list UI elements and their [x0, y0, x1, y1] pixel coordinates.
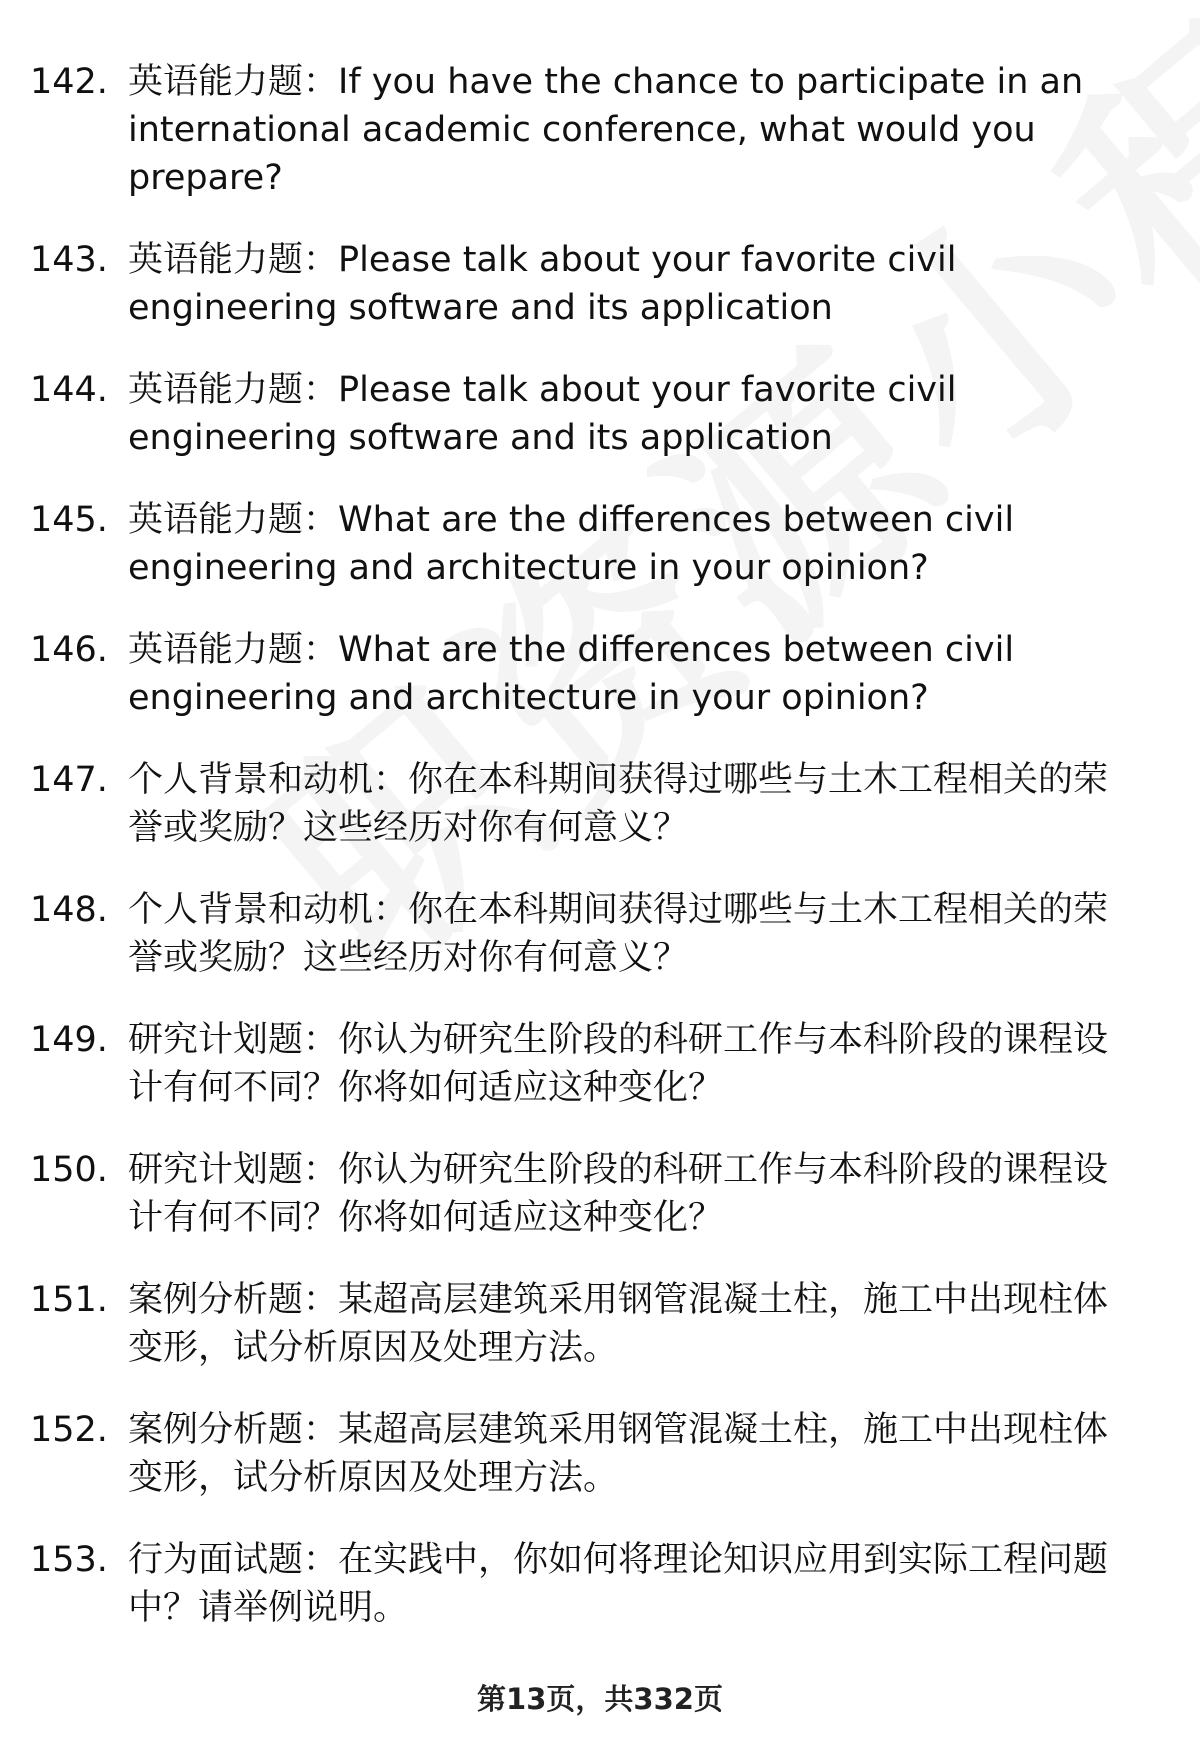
question-text: 案例分析题：某超高层建筑采用钢管混凝土柱，施工中出现柱体变形，试分析原因及处理方法。	[128, 1280, 1109, 1368]
list-item	[30, 626, 1140, 722]
list-item	[30, 756, 1140, 852]
question-number: 152.	[30, 1410, 108, 1450]
list-item	[30, 366, 1140, 462]
list-item	[30, 236, 1140, 332]
question-text: 案例分析题：某超高层建筑采用钢管混凝土柱，施工中出现柱体变形，试分析原因及处理方法。	[128, 1410, 1109, 1498]
question-number: 143.	[30, 240, 108, 280]
question-list	[30, 58, 1140, 1632]
question-number: 150.	[30, 1150, 108, 1190]
question-number: 145.	[30, 500, 108, 540]
question-number: 153.	[30, 1540, 108, 1580]
question-number: 147.	[30, 760, 108, 800]
question-text: 行为面试题：在实践中，你如何将理论知识应用到实际工程问题中？请举例说明。	[128, 1540, 1109, 1628]
question-text: 研究计划题：你认为研究生阶段的科研工作与本科阶段的课程设计有何不同？你将如何适应这种变化？	[128, 1020, 1109, 1108]
question-text: 个人背景和动机：你在本科期间获得过哪些与土木工程相关的荣誉或奖励？这些经历对你有何意义？	[128, 890, 1109, 978]
list-item	[30, 886, 1140, 982]
question-number: 142.	[30, 62, 108, 102]
list-item	[30, 1146, 1140, 1242]
list-item	[30, 1276, 1140, 1372]
question-text: 研究计划题：你认为研究生阶段的科研工作与本科阶段的课程设计有何不同？你将如何适应这种变化？	[128, 1150, 1109, 1238]
question-text: 个人背景和动机：你在本科期间获得过哪些与土木工程相关的荣誉或奖励？这些经历对你有何意义？	[128, 760, 1109, 848]
question-text: 英语能力题：If you have the chance to participate in an international academic conference, what would you prepare?	[128, 62, 1084, 198]
page-indicator: 第13页，共332页	[477, 1682, 723, 1716]
list-item	[30, 1406, 1140, 1502]
list-item	[30, 496, 1140, 592]
question-text: 英语能力题：Please talk about your favorite civil engineering software and its application	[128, 240, 957, 328]
question-number: 149.	[30, 1020, 108, 1060]
question-number: 151.	[30, 1280, 108, 1320]
question-text: 英语能力题：What are the differences between civil engineering and architecture in your opinion?	[128, 500, 1015, 588]
question-text: 英语能力题：Please talk about your favorite civil engineering software and its application	[128, 370, 957, 458]
list-item	[30, 58, 1140, 202]
question-text: 英语能力题：What are the differences between civil engineering and architecture in your opinion?	[128, 630, 1015, 718]
list-item	[30, 1536, 1140, 1632]
question-number: 146.	[30, 630, 108, 670]
list-item	[30, 1016, 1140, 1112]
question-number: 148.	[30, 890, 108, 930]
question-number: 144.	[30, 370, 108, 410]
